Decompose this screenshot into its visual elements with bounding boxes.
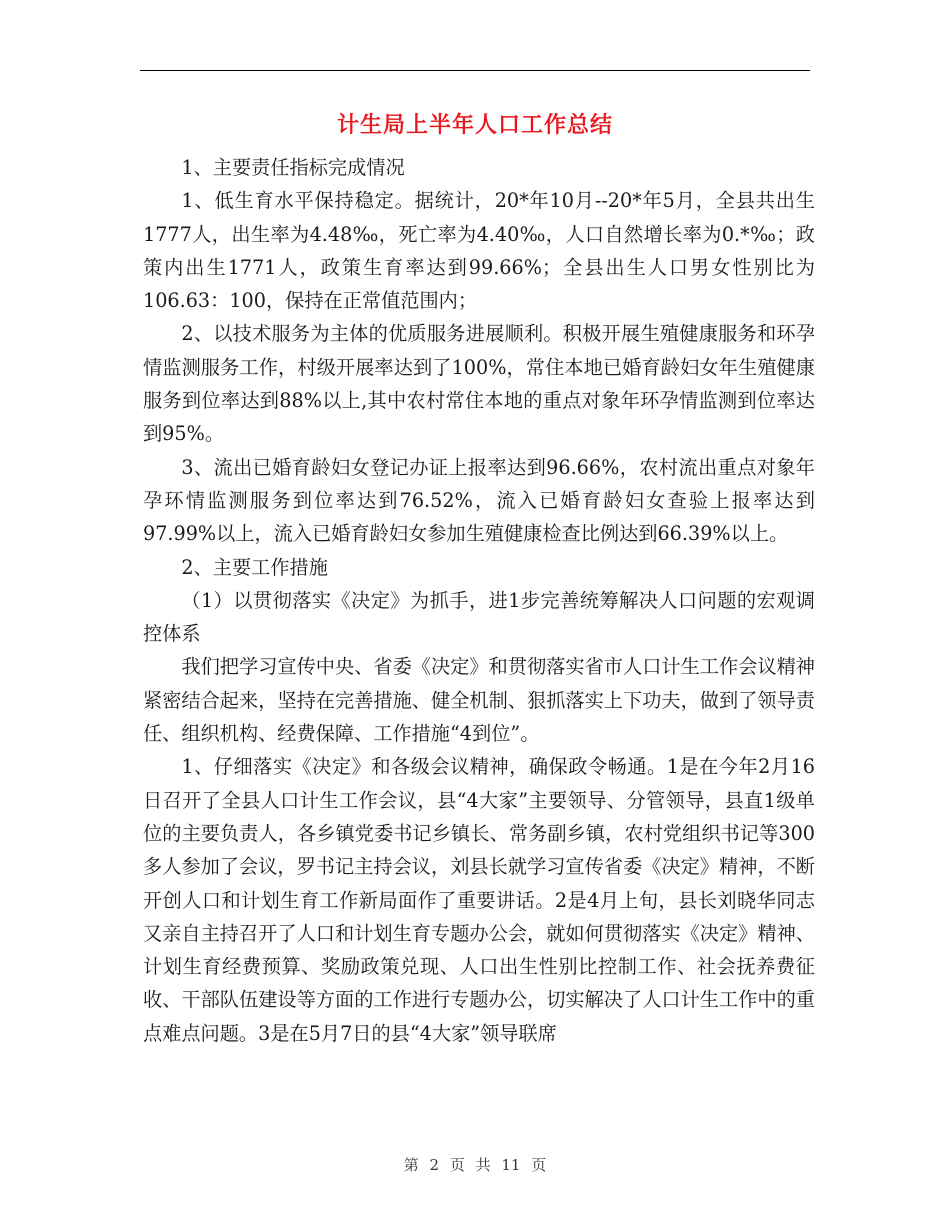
document-title: 计生局上半年人口工作总结 — [336, 112, 613, 138]
paragraph-meetings: 1、仔细落实《决定》和各级会议精神，确保政令畅通。1是在今年2月16日召开了全县人口计生工作会议，县“4大家”主要领导、分管领导，县直1级单位的主要负责人，各乡镇党委书记乡镇长、常务副乡镇，农村党组织书记等300多人参加了会议，罗书记主持会议，刘县长就学习宣传省委《决定》精神，不断开创人口和计划生育工作新局面作了重要讲话。2是4月上旬，县长刘晓华同志又亲自主持召开了人口和计划生育专题办公会，就如何贯彻落实《决定》精神、计划生育经费预算、奖励政策兑现、人口出生性别比控制工作、社会抚养费征收、干部队伍建设等方面的工作进行专题办公，切实解决了人口计生工作中的重点难点问题。3是在5月7日的县“4大家”领导联席 — [143, 755, 815, 1045]
paragraph-birth-rate: 1、低生育水平保持稳定。据统计，20*年10月--20*年5月，全县共出生1777人，出生率为4.48‰，死亡率为4.40‰，人口自然增长率为0.*‰；政策内出生1771人，政策生育率达到99.66%；全县出生人口男女性别比为106.63：100，保持在正常值范围内； — [143, 189, 815, 313]
subsection-heading-1: （1）以贯彻落实《决定》为抓手，进1步完善统筹解决人口问题的宏观调控体系 — [143, 588, 815, 646]
paragraph-technical-service: 2、以技术服务为主体的优质服务进展顺利。积极开展生殖健康服务和环孕情监测服务工作，村级开展率达到了100%，常住本地已婚育龄妇女年生殖健康服务到位率达到88%以上,其中农村常住本地的重点对象年环孕情监测到位率达到95%。 — [143, 322, 815, 446]
section-heading-2: 2、主要工作措施 — [181, 555, 328, 579]
section-heading-1: 1、主要责任指标完成情况 — [181, 156, 405, 179]
page-number: 第 2 页 共 11 页 — [403, 1156, 547, 1174]
document-body — [143, 151, 815, 1050]
paragraph-floating-population: 3、流出已婚育龄妇女登记办证上报率达到96.66%，农村流出重点对象年孕环情监测服务到位率达到76.52%，流入已婚育龄妇女查验上报率达到97.99%以上，流入已婚育龄妇女参加生殖健康检查比例达到66.39%以上。 — [143, 455, 815, 546]
header-rule — [140, 70, 810, 71]
paragraph-implementation: 我们把学习宣传中央、省委《决定》和贯彻落实省市人口计生工作会议精神紧密结合起来，坚持在完善措施、健全机制、狠抓落实上下功夫，做到了领导责任、组织机构、经费保障、工作措施“4到位”。 — [143, 655, 815, 746]
